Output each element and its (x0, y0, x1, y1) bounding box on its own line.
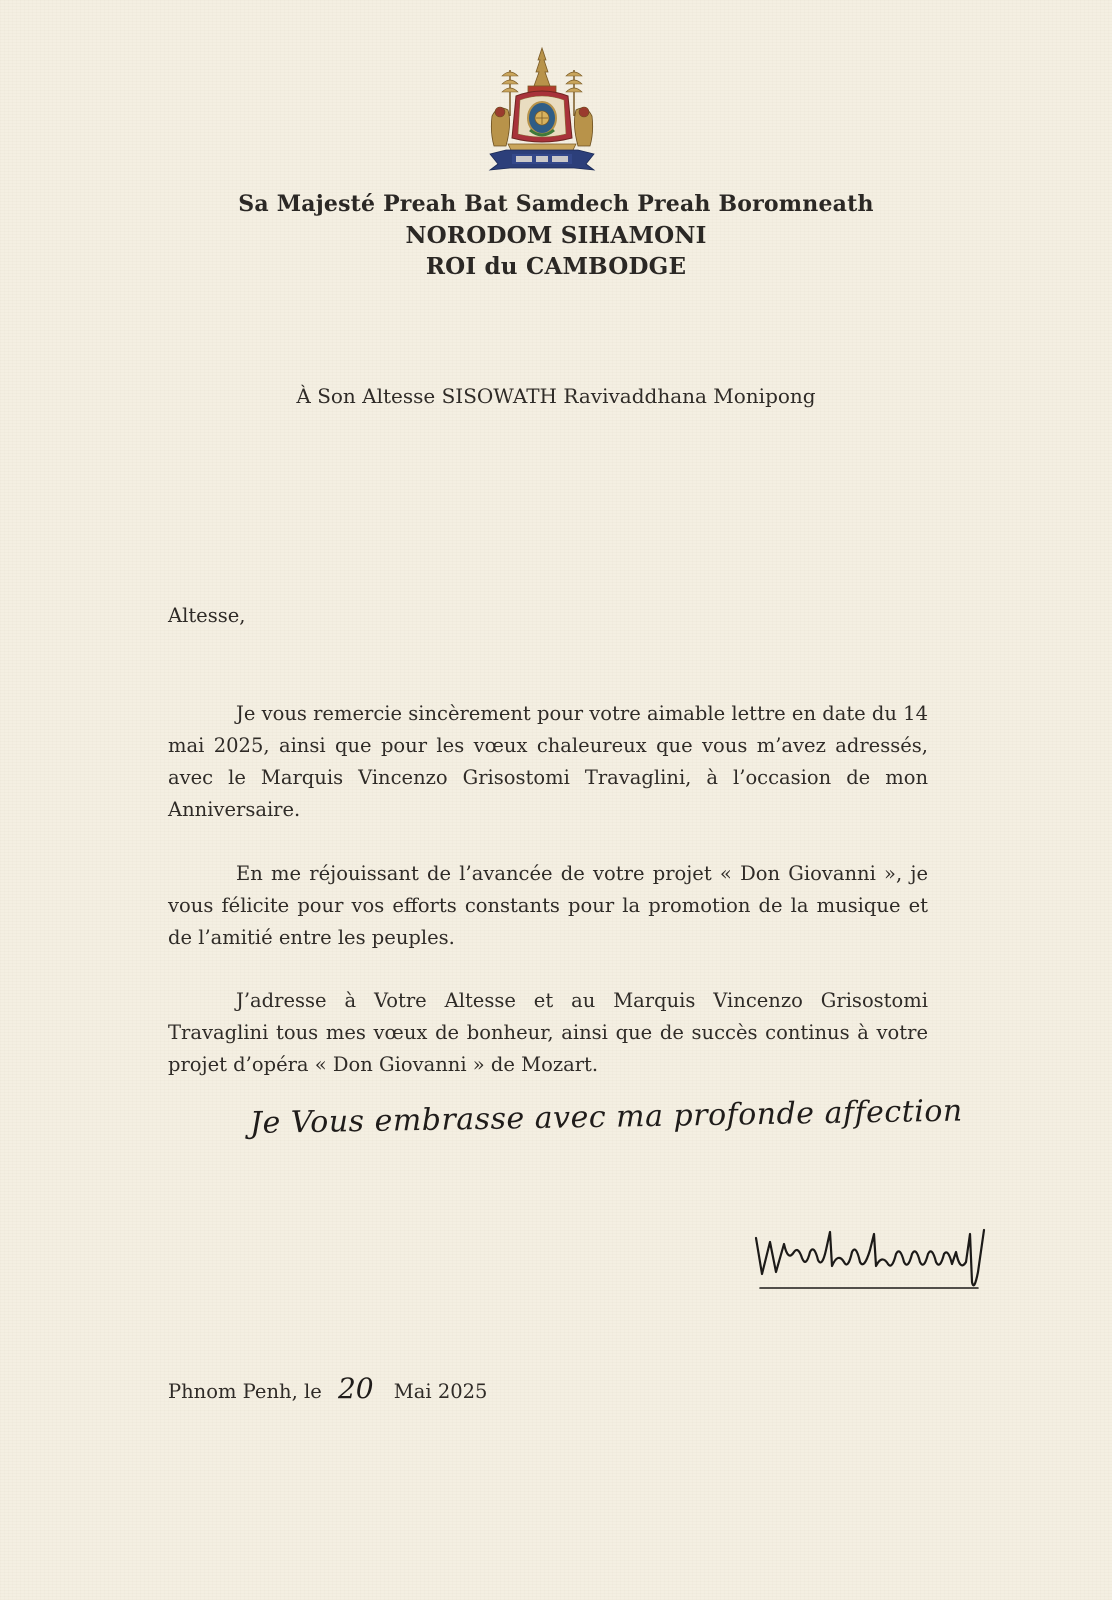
handwritten-day: 20 (337, 1372, 374, 1405)
handwritten-signature-icon (752, 1222, 997, 1302)
paragraph-1: Je vous remercie sincèrement pour votre aimable lettre en date du 14 mai 2025, ainsi que pour les vœux chaleureux que vous m’avez adressés, avec le Marquis Vincenzo Grisostomi Travaglini, à l’occasion de mon Anniversaire. (168, 702, 928, 821)
sender-title-line: Sa Majesté Preah Bat Samdech Preah Boromneath (238, 191, 874, 217)
sender-role-line: ROI du CAMBODGE (425, 253, 687, 280)
place-date-month-year: Mai 2025 (393, 1380, 488, 1403)
paragraph-2: En me réjouissant de l’avancée de votre projet « Don Giovanni », je vous félicite pour vos efforts constants pour la promotion de la musique et de l’amitié entre les peuples. (168, 862, 928, 949)
place-date-prefix: Phnom Penh, le (168, 1380, 322, 1403)
addressee: À Son Altesse SISOWATH Ravivaddhana Monipong (296, 384, 816, 408)
royal-coat-of-arms-icon (486, 46, 598, 174)
sender-name-line: NORODOM SIHAMONI (405, 222, 707, 249)
salutation: Altesse, (168, 604, 246, 627)
handwritten-closing: Je Vous embrasse avec ma profonde affection (249, 1093, 964, 1141)
paragraph-3: J’adresse à Votre Altesse et au Marquis Vincenzo Grisostomi Travaglini tous mes vœux de bonheur, ainsi que de succès continus à votre projet d’opéra « Don Giovanni » de Mozart. (168, 989, 928, 1076)
place-date (168, 1372, 487, 1405)
